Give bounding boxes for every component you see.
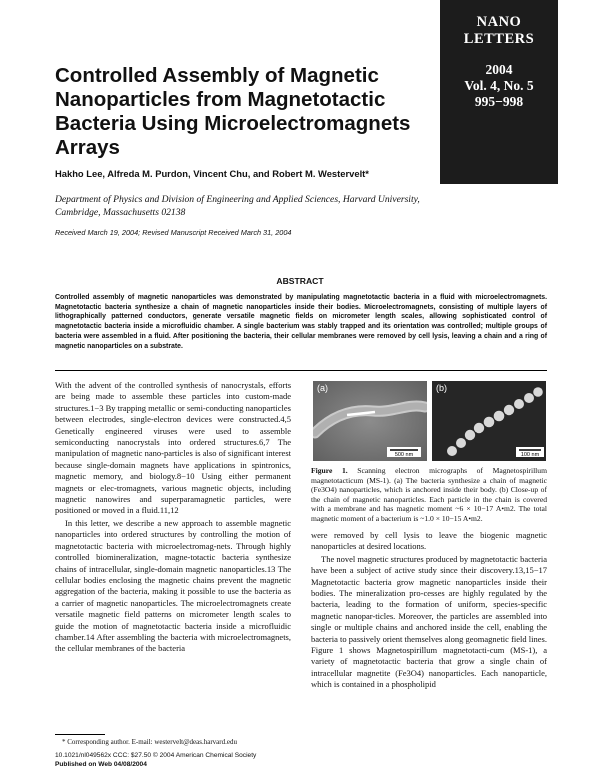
paragraph: In this letter, we describe a new approach to assemble magnetic nanoparticles into ordered structures by controlling the motion of magnetotactic bacteria with microelectromag-nets. Through highly controlled biomineralization, magne-totactic bacteria synthesize chains of intracellular, single-domain magnetic nanoparticles.13 The cellular bodies enclosing the magnetic chains prevent the magnetic aggregation of the bacteria, making it possible to use the bacteria as a carrier of magnetic nanoparticles. The microelectromagnets create versatile magnetic field patterns on micrometer length scales to guide the motion of magnetotactic bacteria inside a microfluidic chamber.14 After assembling the bacteria with microelectromagnets, the cellular membranes of the bacteria [55,517,291,654]
received-dates: Received March 19, 2004; Revised Manuscript Received March 31, 2004 [55,228,292,237]
journal-pages: 995−998 [474,94,524,109]
caption-label: Figure 1. [311,466,348,475]
paragraph: With the advent of the controlled synthesis of nanocrystals, efforts are being made to assemble these particles into custom-made structures.1−3 By trapping metallic or semi-conducting nanoparticles between electrodes, single-electron devices were constructed.4,5 Genetically engineered viruses were used to assemble semiconducting nanocrystals into ordered structures.6,7 The manipulation of magnetic nano-particles is also of significant interest because single-domain magnets have applications in spintronics, magnetic memory, and biology.8−10 Using either permanent magnets or elec-tromagnets, various magnetic objects, including magnetic nanowires and superparamagnetic particles, were positioned or moved in a fluid.11,12 [55,380,291,516]
paragraph: The novel magnetic structures produced by magnetotactic bacteria have been a subject of active study since their discovery.13,15−17 Magnetotactic bacteria grow magnetic nanoparticles inside their bodies. The mineralization pro-cesses are highly regulated by the bacteria, leading to the formation of uniform, species-specific magnetic nanopar-ticles. Moreover, the particles are assembled into single or multiple chains and anchored inside the cell, enabling the bacteria to passively orient themselves along geomagnetic field lines. Figure 1 shows Magnetospirillum magnetotacti-cum (MS-1), a variety of magnetotactic bacteria that grow a single chain of intracellular magnetite (Fe3O4) nanoparticles. Each nanoparticle, which is contained in a phospholipid [311,553,547,690]
panel-label-a: (a) [317,383,328,393]
abstract-heading: ABSTRACT [276,276,324,286]
published-date: Published on Web 04/08/2004 [55,760,147,768]
body-column-left [55,380,291,655]
micrograph-panel-b [432,381,546,461]
corresponding-author-footnote: * Corresponding author. E-mail: westervelt@deas.harvard.edu [62,738,237,746]
figure-caption [311,466,547,524]
journal-badge [440,0,558,184]
affiliation: Department of Physics and Division of Engineering and Applied Sciences, Harvard University, Cambridge, Massachusetts 02138 [55,194,420,218]
article-title: Controlled Assembly of Magnetic Nanoparticles from Magnetotactic Bacteria Using Microelectromagnets Arrays [55,64,411,159]
panel-label-b: (b) [436,383,447,393]
footnote-divider [55,734,105,735]
journal-year: 2004 [485,62,513,77]
journal-volume: Vol. 4, No. 5 [464,78,534,93]
doi-line: 10.1021/nl049562x CCC: $27.50 © 2004 American Chemical Society [55,752,257,759]
journal-name-line2: LETTERS [463,31,535,47]
author-list: Hakho Lee, Alfreda M. Purdon, Vincent Chu, and Robert M. Westervelt* [55,168,369,179]
journal-name: NANO [476,14,522,30]
scale-bar-b: 100 nm [520,452,540,458]
scale-bar-a: 500 nm [394,452,414,458]
body-column-right [311,530,547,691]
figure-1 [311,381,547,461]
publication-info [55,752,256,769]
caption-text: Scanning electron micrographs of Magnetospirillum magnetotacticum (MS-1). (a) The bacteria synthesize a chain of magnetic (Fe3O4) nanoparticles, which is anchored inside their body. (b) Close-up of the chain of magnetic nanoparticles. Each particle in the chain is covered with a membrane and has magnetic moment ~6 × 10−17 A•m2. The total magnetic moment of a bacterium is ~1.0 × 10−15 A•m2. [311,466,547,523]
micrograph-panel-a [313,381,427,461]
abstract-divider [55,370,547,371]
abstract-text: Controlled assembly of magnetic nanoparticles was demonstrated by manipulating magnetotactic bacteria in a fluid with microelectromagnets. Magnetotactic bacteria synthesize a chain of magnetic nanoparticles inside their bodies. Microelectromagnets, consisting of multiple layers of lithographically patterned conductors, generate versatile magnetic fields on micrometer length scales, allowing sophisticated control of magnetotactic bacteria inside a microfluidic chamber. A single bacterium was stably trapped and its orientation was controlled; multiple groups of bacteria were assembled in a fluid. After positioning the bacteria, their cellular membranes were removed by cell lysis, leaving a chain and a ring of magnetic nanoparticles on a substrate. [55,294,547,350]
paragraph: were removed by cell lysis to leave the biogenic magnetic nanoparticles at desired locations. [311,530,547,552]
